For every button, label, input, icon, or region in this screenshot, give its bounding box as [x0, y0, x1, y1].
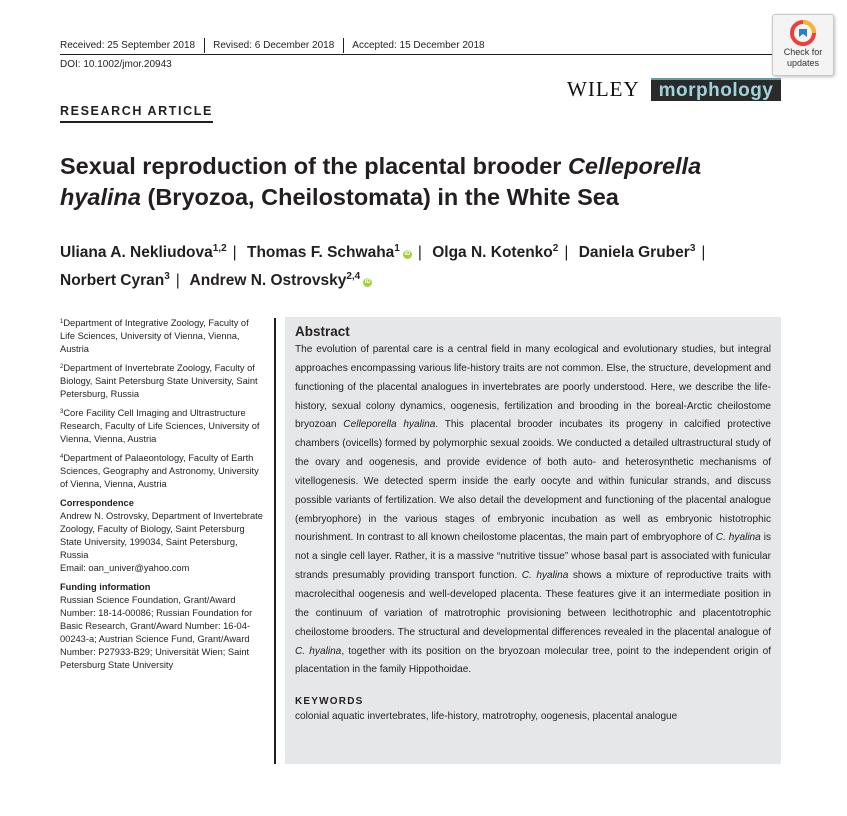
author[interactable]: Daniela Gruber$^3$ — [578, 243, 696, 261]
check-for-updates-badge[interactable] — [772, 14, 834, 76]
keywords-text: colonial aquatic invertebrates, life-history, matrotrophy, oogenesis, placental analogue — [295, 711, 678, 723]
correspondence-text: Andrew N. Ostrovsky, Department of Invertebrate Zoology, Faculty of Biology, Saint Petersburg State University, 199034, Saint Petersburg, Russia — [60, 511, 263, 560]
header-rule — [60, 54, 772, 55]
affiliation: $^1$Department of Integrative Zoology, Faculty of Life Sciences, University of Vienna, Vienna, Austria — [60, 318, 249, 354]
author[interactable]: Andrew N. Ostrovsky$^{2,4}$ iD — [189, 271, 371, 289]
author[interactable]: Norbert Cyran$^3$ — [60, 271, 170, 289]
journal-logo: morphology — [651, 78, 781, 101]
article-type: RESEARCH ARTICLE — [60, 104, 213, 123]
doi[interactable]: DOI: 10.1002/jmor.20943 — [60, 59, 172, 70]
badge-label-1: Check for — [783, 47, 823, 57]
crossmark-icon — [790, 20, 816, 46]
orcid-icon[interactable]: iD — [364, 279, 371, 285]
correspondence-heading: Correspondence — [60, 498, 134, 508]
date-line — [60, 38, 485, 53]
author[interactable]: Thomas F. Schwaha$^1$ iD — [247, 243, 411, 261]
affiliation: $^4$Department of Palaeontology, Faculty of Earth Sciences, Geography and Astronomy, University of Vienna, Vienna, Austria — [60, 453, 259, 489]
abstract-heading: Abstract — [295, 324, 350, 339]
abstract-body: The evolution of parental care is a central field in many ecological and evolutionary studies, but integral approaches encompassing various life-history traits are not common. Else, the structure, development and functioning of the placental analogues in invertebrates are poorly understood. Here, we describe the life-history, sexual colony dynamics, oogenesis, fertilization and brooding in the boreal-Arctic cheilostome bryozoan Celleporella hyalina. This placental brooder incubates its progeny in calcified protective chambers (ovicells) formed by polymorphic sexual zooids. We conducted a detailed ultrastructural study of the ovary and oogenesis, and provide evidence of both auto- and heterosynthetic mechanisms of vitellogenesis. We detected sperm inside the early oocyte and within funicular strands, and discuss possible variants of fertilization. We also detail the development and functioning of the placental analogue (embryophore) in the various stages of embryonic incubation as well as embryonic histotrophic nourishment. In contrast to all known cheilostome placentas, the main part of embryophore of C. hyalina is not a single cell layer. Rather, it is a massive “nutritive tissue” whose basal part is associated with funicular strands presumably providing transport function. C. hyalina shows a mixture of reproductive traits with macrolecithal oogenesis and well-developed placenta. These features give it an intermediate position in the continuum of variation of matrotrophic provisioning between lecithotrophic and placentotrophic cheilostome brooders. The structural and developmental differences revealed in the placental analogue of C. hyalina, together with its position on the bryozoan molecular tree, point to the independent origin of placentation in the family Hippothoidae. — [295, 344, 772, 676]
title-text: Sexual reproduction of the placental brooder — [60, 153, 568, 179]
divider — [343, 38, 344, 53]
title-text: (Bryozoa, Cheilostomata) in the White Sea — [140, 184, 619, 210]
badge-label-2: updates — [786, 58, 820, 68]
affiliation: $^2$Department of Invertebrate Zoology, Faculty of Biology, Saint Petersburg State University, Saint Petersburg, Russia — [60, 363, 258, 399]
received-date: Received: 25 September 2018 — [60, 40, 196, 51]
funding-text: Russian Science Foundation, Grant/Award Number: 18-14-00086; Russian Foundation for Basic Research, Grant/Award Number: 16-04-00243-a; Austrian Science Fund, Grant/Award Number: P27933-B29; Universität Wien; Saint Petersburg State University — [60, 595, 253, 670]
orcid-icon[interactable]: iD — [404, 251, 411, 257]
affiliation: $^3$Core Facility Cell Imaging and Ultrastructure Research, Faculty of Life Sciences, University of Vienna, Vienna, Austria — [60, 408, 260, 444]
column-divider — [274, 318, 276, 764]
funding-heading: Funding information — [60, 582, 151, 592]
title-species: hyalina — [60, 184, 141, 210]
author[interactable]: Olga N. Kotenko$^2$ — [432, 243, 559, 261]
publisher-logo: WILEY — [567, 77, 640, 101]
title-genus: Celleporella — [567, 153, 702, 179]
author-list: Uliana A. Nekliudova$^{1,2}$ | Thomas F. Schwaha$^1$ iD | Olga N. Kotenko$^2$ | Daniela Gruber$^3$ | Norbert Cyran$^3$ | Andrew N. Ostrovsky$^{2,4}$ iD — [60, 243, 706, 289]
article-title — [60, 151, 760, 213]
accepted-date: Accepted: 15 December 2018 — [352, 40, 485, 51]
divider — [204, 38, 205, 53]
correspondence-email[interactable]: Email: oan_univer@yahoo.com — [60, 563, 190, 573]
keywords-heading: KEYWORDS — [295, 696, 364, 708]
affiliations-column — [60, 317, 265, 678]
abstract-box — [285, 317, 781, 764]
revised-date: Revised: 6 December 2018 — [213, 40, 335, 51]
author[interactable]: Uliana A. Nekliudova$^{1,2}$ — [60, 243, 227, 261]
